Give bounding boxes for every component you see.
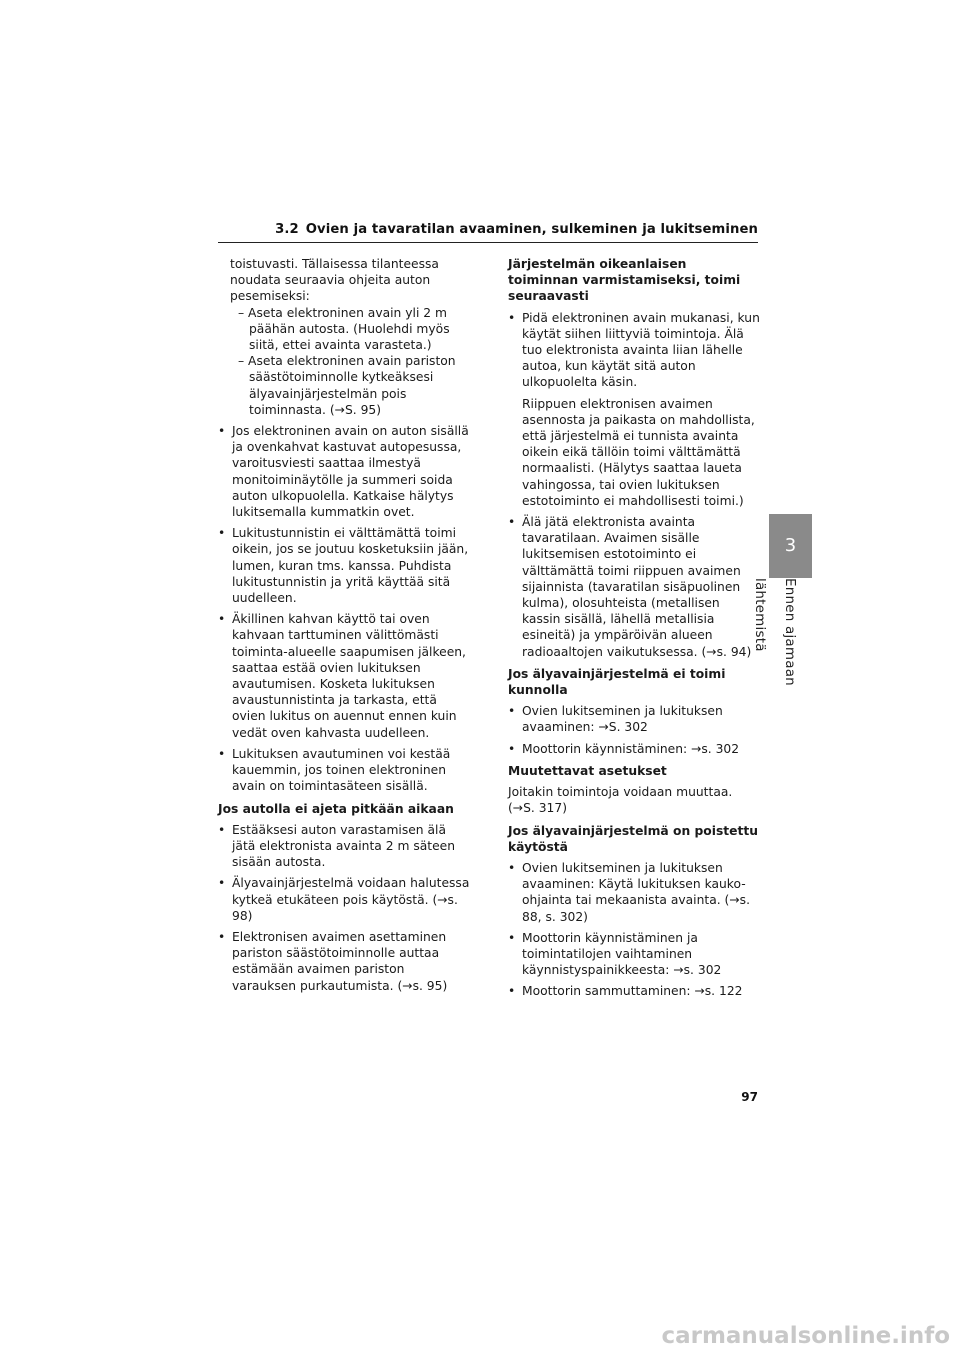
subheading: Muutettavat asetukset <box>508 763 667 778</box>
bullet-item <box>218 611 470 741</box>
bullet-marker: • <box>508 984 516 999</box>
bullet-marker: • <box>218 876 226 891</box>
section-number: 3.2 <box>275 222 299 237</box>
bullet-item <box>218 875 470 924</box>
bullet-marker: • <box>218 746 226 761</box>
bullet-text: Jos elektroninen avain on auton sisällä ja ovenkahvat kastuvat autopesussa, varoitusviesti saattaa ilmestyä monitoiminäytölle ja summeri soida auton ulkopuolella. Katkaise hälytys lukitsemalla kummatkin ovet. <box>232 424 469 520</box>
subheading: Jos älyavainjärjestelmä ei toimi kunnolla <box>508 666 726 698</box>
bullet-marker: • <box>508 515 516 530</box>
bullet-item <box>218 423 470 520</box>
bullet-text: Moottorin käynnistäminen: →s. 302 <box>522 741 740 756</box>
bullet-item <box>218 822 470 871</box>
subheading: Jos autolla ei ajeta pitkään aikaan <box>218 801 454 816</box>
left-column <box>218 256 470 994</box>
chapter-tab: 3 <box>769 514 812 578</box>
bullet-item <box>218 525 470 606</box>
bullet-text: Lukituksen avautuminen voi kestää kauemmin, jos toinen elektroninen avain on toimintasäteen sisällä. <box>232 746 451 794</box>
bullet-text: Äkillinen kahvan käyttö tai oven kahvaan tarttuminen välittömästi toiminta-alueelle saapumisen jälkeen, saattaa estää ovien lukituksen avautumisen. Kosketa lukituksen avaustunnistinta ja tarkasta, että ovien lukitus on auennut ennen kuin vedät oven kahvasta uudelleen. <box>232 612 466 740</box>
bullet-marker: • <box>218 424 226 439</box>
bullet-item <box>508 741 760 757</box>
bullet-marker: • <box>508 930 516 945</box>
intro-paragraph: toistuvasti. Tällaisessa tilanteessa noudata seuraavia ohjeita auton pesemiseksi: <box>230 257 439 304</box>
bullet-marker: • <box>218 929 226 944</box>
dash-item: – Aseta elektroninen avain yli 2 m päähän autosta. (Huolehdi myös siitä, ettei avainta varasteta.) <box>238 305 450 353</box>
bullet-text: Pidä elektroninen avain mukanasi, kun käytät siihen liittyviä toimintoja. Älä tuo elektronista avainta liian lähelle autoa, kun käytät sitä auton ulkopuolelta käsin. <box>522 310 760 390</box>
bullet-text: Älyavainjärjestelmä voidaan halutessa kytkeä etukäteen pois käytöstä. (→s. 98) <box>232 876 470 923</box>
right-column <box>508 256 760 1000</box>
bullet-text: Ovien lukitseminen ja lukituksen avaaminen: →S. 302 <box>522 704 723 735</box>
bullet-item <box>218 746 470 795</box>
chapter-side-title: Ennen ajamaan lähtemistä <box>752 578 798 686</box>
bullet-item <box>508 860 760 925</box>
bullet-subparagraph: Riippuen elektronisen avaimen asennosta ja paikasta on mahdollista, että järjestelmä ei tunnista avainta oikein eikä tällöin toimi välttämättä normaalisti. (Hälytys saattaa laueta vahingossa, tai ovien lukituksen estotoiminto ei mahdollisesti toimi.) <box>522 396 755 508</box>
bullet-item <box>508 514 760 660</box>
bullet-item <box>508 703 760 735</box>
subheading: Järjestelmän oikeanlaisen toiminnan varmistamiseksi, toimi seuraavasti <box>508 257 741 304</box>
watermark: carmanualsonline.info <box>661 1323 950 1349</box>
bullet-marker: • <box>508 310 516 325</box>
bullet-item <box>508 983 760 999</box>
bullet-marker: • <box>218 822 226 837</box>
subheading: Jos älyavainjärjestelmä on poistettu käytöstä <box>508 823 759 854</box>
bullet-text: Älä jätä elektronista avainta tavaratilaan. Avaimen sisälle lukitsemisen estotoiminto ei välttämättä toimi riippuen avaimen sijainnista (tavaratilan sisäpuolinen kulma), olosuhteista (metallisen kassin sisällä, lähellä metallisia esineitä) ja ympäröivän alueen radioaaltojen vaikutuksessa. (→s. 94) <box>522 515 752 659</box>
page-number: 97 <box>741 1090 758 1104</box>
bullet-marker: • <box>508 860 516 875</box>
header-rule <box>218 242 758 243</box>
bullet-text: Lukitustunnistin ei välttämättä toimi oikein, jos se joutuu kosketuksiin jään, lumen, kuran tms. kanssa. Puhdista lukitustunnistin ja yritä käyttää sitä uudelleen. <box>232 526 469 606</box>
section-title: Ovien ja tavaratilan avaaminen, sulkeminen ja lukitseminen <box>305 222 758 237</box>
bullet-text: Ovien lukitseminen ja lukituksen avaaminen: Käytä lukituksen kauko-ohjainta tai mekaanista avainta. (→s. 88, s. 302) <box>522 860 750 924</box>
bullet-text: Estääksesi auton varastamisen älä jätä elektronista avainta 2 m säteen sisään autosta. <box>232 822 456 870</box>
bullet-text: Moottorin sammuttaminen: →s. 122 <box>522 984 743 999</box>
bullet-marker: • <box>508 741 516 756</box>
bullet-marker: • <box>218 612 226 627</box>
bullet-item <box>508 310 760 391</box>
dash-item: – Aseta elektroninen avain pariston säästötoiminnolle kytkeäksesi älyavainjärjestelmän pois toiminnasta. (→S. 95) <box>238 354 456 417</box>
section-header <box>218 222 758 237</box>
paragraph: Joitakin toimintoja voidaan muuttaa. (→S. 317) <box>508 785 733 816</box>
bullet-item <box>508 930 760 979</box>
bullet-item <box>218 929 470 994</box>
bullet-marker: • <box>218 526 226 541</box>
bullet-text: Moottorin käynnistäminen ja toimintatilojen vaihtaminen käynnistyspainikkeesta: →s. 302 <box>522 930 722 978</box>
bullet-text: Elektronisen avaimen asettaminen pariston säästötoiminnolle auttaa estämään avaimen pariston varauksen purkautumista. (→s. 95) <box>232 929 448 993</box>
bullet-marker: • <box>508 704 516 719</box>
